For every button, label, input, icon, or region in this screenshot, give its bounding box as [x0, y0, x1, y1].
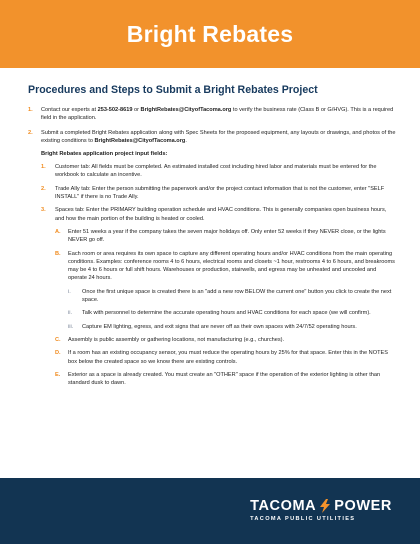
list-item: A. Enter 51 weeks a year if the company takes the seven major holidays off. Only enter 52 weeks if they NEVER close, or the lights NEVER go off.	[55, 228, 386, 244]
step-text: Contact our experts at 253-502-8619 or BrightRebates@CityofTacoma.org to verify the business rate (Class B or G/HVG). This is a required field in the application.	[41, 107, 394, 122]
list-item: i. Once the first unique space is created there is an "add a new row BELOW the current one" button you click to create the next space.	[68, 288, 392, 304]
list-item: D. If a room has an existing occupancy sensor, you must reduce the operating hours by 25% for that space. Enter this in the NOTES box below the created space so we know there are existing controls.	[55, 350, 388, 365]
phone-number: 253-502-8619	[97, 107, 133, 113]
list-item: iii. Capture EM lighting, egress, and exit signs that are never off as their own spaces with 24/7/52 operating hours.	[68, 323, 357, 330]
input-fields-title: Bright Rebates application project input fields:	[41, 151, 168, 158]
step-number: 1.	[28, 107, 33, 113]
content	[28, 84, 396, 392]
roman-sublist	[68, 288, 396, 331]
list-item: ii. Talk with personnel to determine the accurate operating hours and HVAC conditions for each space (we will confirm).	[68, 310, 371, 317]
email-link[interactable]: BrightRebates@CityofTacoma.org	[140, 107, 232, 113]
input-fields-list	[41, 163, 396, 387]
tacoma-power-logo	[250, 498, 392, 522]
logo-subtitle: TACOMA PUBLIC UTILITIES	[250, 516, 356, 522]
spaces-sublist	[55, 228, 396, 387]
section-heading: Procedures and Steps to Submit a Bright Rebates Project	[28, 84, 318, 96]
step-number: 2.	[28, 129, 33, 136]
list-item: C. Assembly is public assembly or gathering locations, not manufacturing (e.g., churches).	[55, 336, 285, 343]
list-item: 2. Trade Ally tab: Enter the person submitting the paperwork and/or the project contact information that is not the customer, enter "SELF INSTALL" if there is no Trade Ally.	[41, 185, 385, 201]
document-title: Bright Rebates	[126, 20, 294, 47]
logo-word-power: POWER	[334, 498, 392, 514]
list-item: 3. Spaces tab: Enter the PRIMARY building operation schedule and HVAC conditions. This is generally companies open business hours, and how the main portion of the building is heated or cooled.	[41, 207, 387, 222]
list-item: B. Each room or area requires its own space to capture any different operating hours and/or HVAC conditions from the main operating conditions. Examples: conference rooms 4 to 6 hours, electrical rooms and closets ~1 hour, restrooms 4 to 6 hours, and breakrooms may be 4 to 6 hours or full shift hours. Warehouses or production, stairwells, and egress may be unheated and uncooled and operate 24 hours.	[55, 250, 395, 282]
title-banner	[0, 0, 420, 68]
step-2	[28, 129, 396, 146]
list-item: E. Exterior as a space is already created. You must create an "OTHER" space if the operation of the exterior lighting is other than standard dusk to dawn.	[55, 371, 381, 387]
step-1	[28, 106, 396, 123]
email-link[interactable]: BrightRebates@CityofTacoma.org	[94, 137, 186, 144]
list-item: 1. Customer tab: All fields must be completed. An estimated installed cost including hired labor and materials must be entered for the workbook to calculate an incentive.	[41, 164, 377, 179]
footer	[0, 478, 420, 544]
logo-word-tacoma: TACOMA	[250, 498, 317, 514]
step-text: Submit a completed Bright Rebates application along with Spec Sheets for the proposed equipment, any layouts or drawings, and photos of the existing conditions to BrightRebates@CityofTacoma.org.	[41, 129, 396, 144]
lightning-bolt-icon	[319, 499, 331, 513]
